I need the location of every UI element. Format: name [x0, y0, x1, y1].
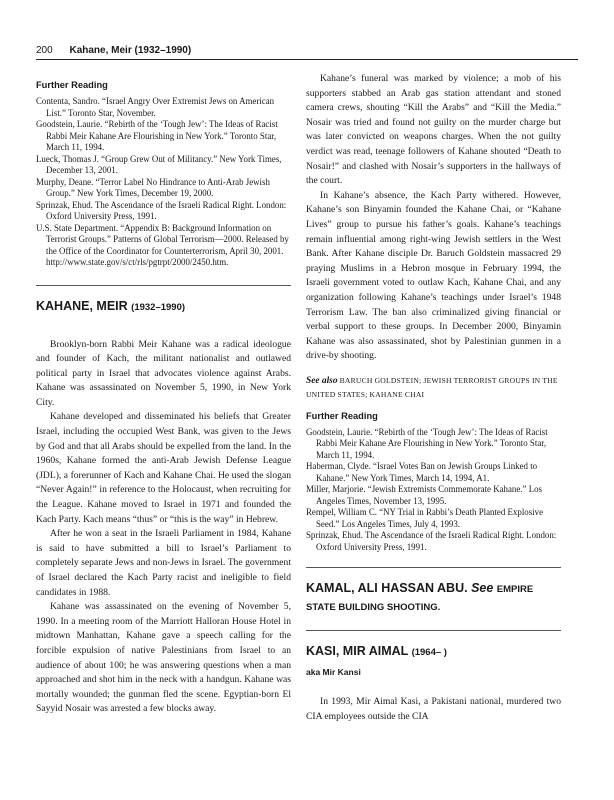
entry-name: KAMAL, ALI HASSAN ABU. — [306, 581, 468, 596]
entry-title-kasi — [306, 643, 561, 661]
reference-item: Lueck, Thomas J. “Group Grew Out of Militancy.” New York Times, December 13, 2001. — [36, 153, 282, 175]
reference-item: Goodstein, Laurie. “Rebirth of the ‘Tough Jew’: The Ideas of Racist Rabbi Meir Kahane Are Flourishing in New York.” Toronto Star, March 11, 1994. — [36, 119, 278, 152]
entry-title-kamal — [306, 580, 561, 616]
further-reading-heading: Further Reading — [306, 410, 378, 421]
entry-dates: (1932–1990) — [131, 301, 186, 313]
entry-title-kahane — [36, 298, 291, 316]
section-rule — [306, 567, 561, 568]
entry-name: KASI, MIR AIMAL — [306, 644, 409, 659]
body-paragraph: In Kahane’s absence, the Kach Party withered. However, Kahane’s son Binyamin founded the Kahane Chai, or “Kahane Lives” group to pursue his father’s goals. Kahane’s teachings remain influential among right-wing Jewish settlers in the West Bank. After Kahane disciple Dr. Baruch Goldstein massacred 29 praying Muslims in a Hebron mosque in February 1994, the Israeli government voted to outlaw Kach, Kahane Chai, and any organization following Kahane’s teachings under Israel’s 1948 Terrorism Law. The ban also criminalized giving financial or verbal support to these groups. In December 2000, Binyamin Kahane was also assassinated, shot by Palestinian gunmen in a drive-by shooting. — [306, 189, 561, 362]
running-head — [36, 45, 578, 56]
right-column — [306, 72, 561, 725]
further-reading-heading: Further Reading — [36, 80, 108, 90]
further-reading-list — [36, 96, 291, 269]
running-head-title: Kahane, Meir (1932–1990) — [69, 45, 192, 56]
header-rule — [36, 59, 578, 60]
body-paragraph: Kahane’s funeral was marked by violence; a mob of his supporters stabbed an Arab gas station attendant and stoned camera crews, shouting “Kill the Arabs” and “Kill the Media.” Nosair was tried and found not guilty on the murder charge but was later convicted on weapons charges. When the not guilty verdict was read, teenage followers of Kahane shouted “Death to Nosair!” and clashed with Nosair’s supporters in the hallways of the court. — [306, 73, 561, 187]
reference-item: Haberman, Clyde. “Israel Votes Ban on Jewish Groups Linked to Kahane.” New York Times, March 14, 1994, A1. — [306, 461, 538, 483]
see-also — [306, 374, 561, 401]
reference-item: Sprinzak, Ehud. The Ascendance of the Israeli Radical Right. London: Oxford University Press, 1991. — [306, 530, 557, 552]
see-also-label: See also — [306, 375, 338, 386]
aka-line: aka Mir Kansi — [306, 667, 361, 678]
see-label: See — [471, 581, 494, 596]
reference-item: Contenta, Sandro. “Israel Angry Over Extremist Jews on American List.” Toronto Star, November. — [36, 96, 275, 118]
section-rule — [306, 630, 561, 631]
page-number: 200 — [36, 45, 53, 56]
body-paragraph: Kahane was assassinated on the evening of November 5, 1990. In a meeting room of the Marriott Halloran House Hotel in midtown Manhattan, Kahane gave a speech calling for the forcible expulsion of native Palestinians from Israel to an audience of about 100; he was answering questions when a man approached and shot him in the neck with a handgun. Kahane was mortally wounded; the gunman fled the scene. Egyptian-born El Sayyid Nosair was arrested a few blocks away. — [36, 601, 291, 715]
body-paragraph: Brooklyn-born Rabbi Meir Kahane was a radical ideologue and founder of Kach, the militant nationalist and outlawed political party in Israel that advocates violence against Arabs. Kahane was assassinated on November 5, 1990, in New York City. — [36, 338, 291, 408]
see-target[interactable]: EMPIRE STATE BUILDING SHOOTING. — [306, 584, 534, 614]
section-rule — [36, 285, 291, 286]
reference-item: Murphy, Deane. “Terror Label No Hindrance to Anti-Arab Jewish Group.” New York Times, December 19, 2000. — [36, 176, 270, 198]
reference-item: Rempel, William C. “NY Trial in Rabbi’s Death Planted Explosive Seed.” Los Angeles Times, July 4, 1993. — [306, 507, 544, 529]
reference-item: Sprinzak, Ehud. The Ascendance of the Israeli Radical Right. London: Oxford University Press, 1991. — [36, 199, 287, 221]
reference-item: U.S. State Department. “Appendix B: Background Information on Terrorist Groups.” Patterns of Global Terrorism—2000. Released by the Office of the Coordinator for Counterterrorism, April 30, 2001. http://www.state.gov/s/ct/rls/pgtrpt/2000/2450.htm. — [36, 222, 289, 267]
body-paragraph: After he won a seat in the Israeli Parliament in 1984, Kahane is said to have submitted a bill to Israel’s Parliament to completely separate Jews and non-Jews in Israel. The government of Israel declared the Kach Party racist and ineligible to field candidates in 1988. — [36, 528, 291, 598]
body-paragraph: In 1993, Mir Aimal Kasi, a Pakistani national, murdered two CIA employees outside the CIA — [306, 696, 561, 722]
reference-item: Goodstein, Laurie. “Rebirth of the ‘Tough Jew’: The Ideas of Racist Rabbi Meir Kahane Are Flourishing in New York.” Toronto Star, March 11, 1994. — [306, 426, 548, 460]
reference-item: Miller, Marjorie. “Jewish Extremists Commemorate Kahane.” Los Angeles Times, November 13, 1995. — [306, 484, 543, 506]
body-paragraph: Kahane developed and disseminated his beliefs that Greater Israel, including the occupied West Bank, was given to the Jews by God and that all Arabs should be expelled from the land. In the 1960s, Kahane formed the anti-Arab Jewish Defense League (JDL), a forerunner of Kach and Kahane Chai. He used the slogan “Never Again!” in reference to the Holocaust, when recruiting for the League. Kahane moved to Israel in 1971 and founded the Kach Party. Kach means “thus” or “this is the way” in Hebrew. — [36, 411, 291, 525]
left-column — [36, 72, 291, 717]
see-also-links[interactable]: BARUCH GOLDSTEIN; JEWISH TERRORIST GROUPS IN THE UNITED STATES; KAHANE CHAI — [306, 375, 558, 399]
entry-name: KAHANE, MEIR — [36, 298, 128, 313]
further-reading-list — [306, 427, 561, 554]
entry-dates: (1964– ) — [411, 647, 447, 659]
